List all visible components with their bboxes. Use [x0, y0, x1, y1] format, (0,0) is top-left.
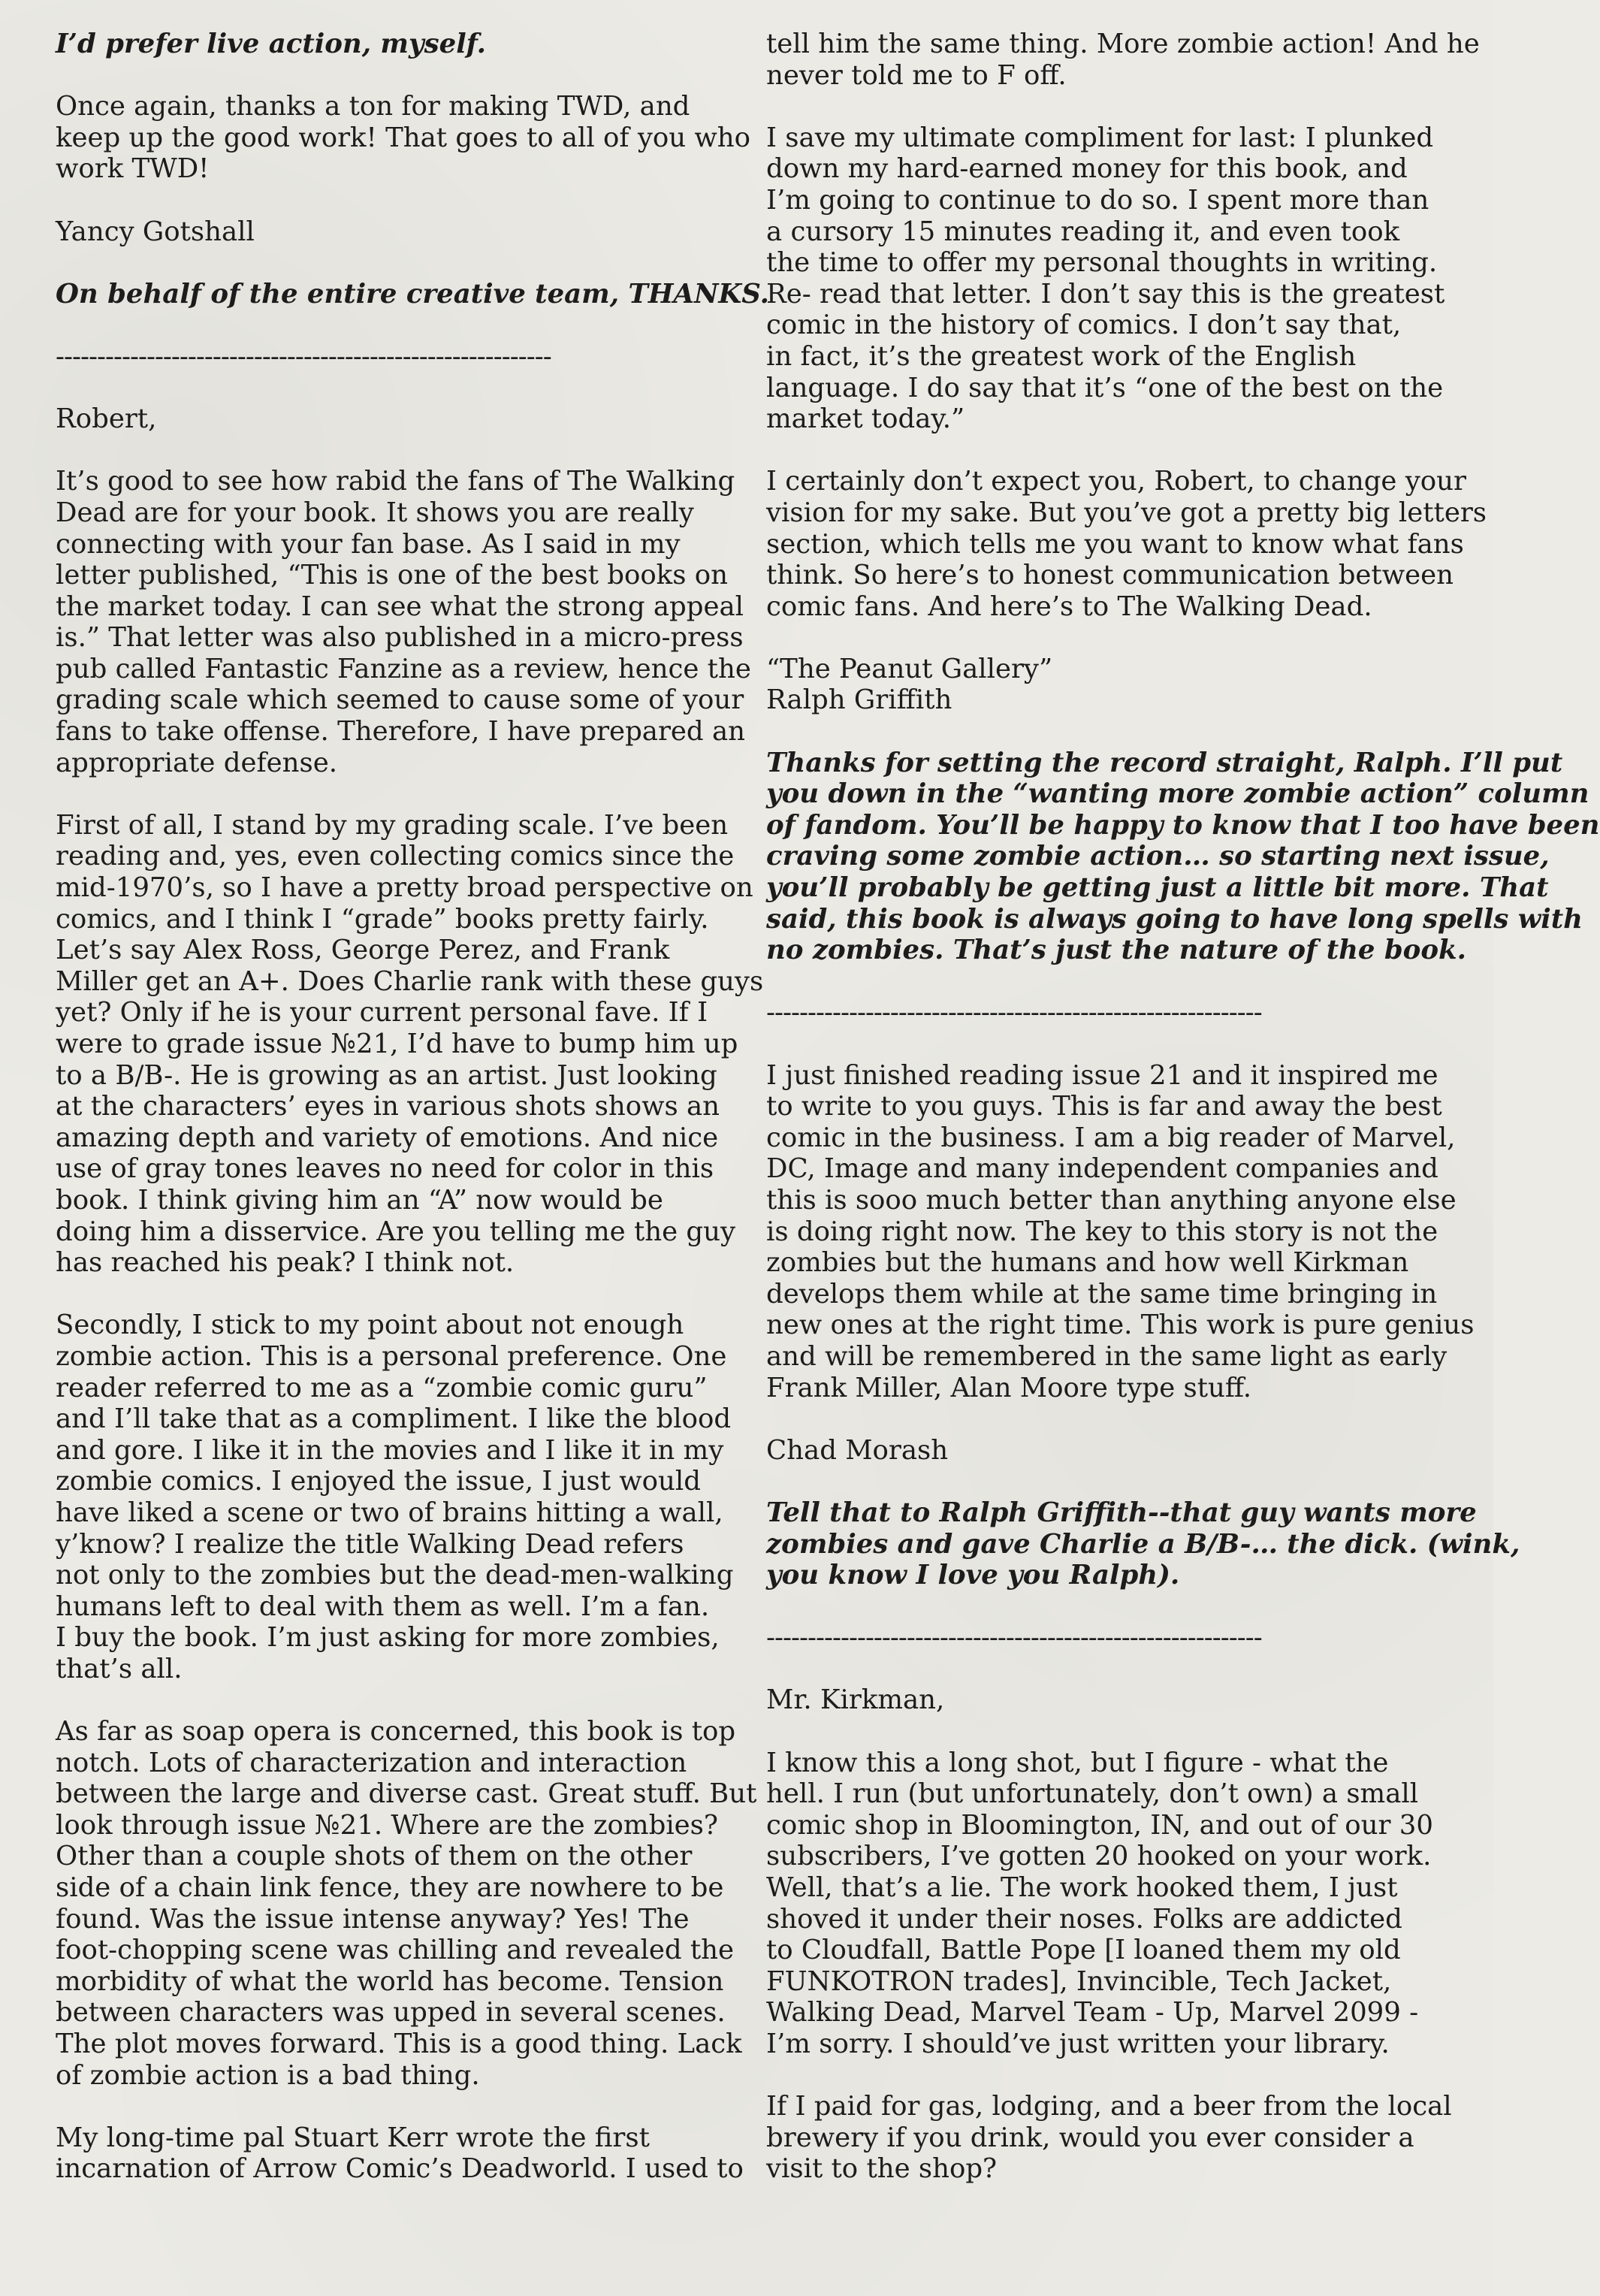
text-line: I save my ultimate compliment for last: I plunked: [766, 122, 1434, 153]
text-line: to a B/B-. He is growing as an artist. Just looking: [56, 1059, 717, 1091]
text-line: is doing right now. The key to this story is not the: [766, 1216, 1438, 1247]
text-line: Robert,: [56, 403, 157, 435]
text-line: of fandom. You’ll be happy to know that I too have been: [766, 809, 1600, 841]
text-line: Let’s say Alex Ross, George Perez, and Frank: [56, 935, 670, 966]
text-line: zombie comics. I enjoyed the issue, I just would: [56, 1466, 701, 1497]
divider-block: [56, 341, 732, 373]
text-line: section, which tells me you want to know what fans: [766, 528, 1464, 560]
divider-line: ------------------------------------------------------------: [766, 997, 1262, 1029]
text-line: Walking Dead, Marvel Team - Up, Marvel 2099 -: [766, 1997, 1419, 2029]
text-block: [56, 2122, 744, 2185]
text-line: I’m sorry. I should’ve just written your library.: [766, 2029, 1390, 2059]
text-line: Frank Miller, Alan Moore type stuff.: [766, 1372, 1252, 1403]
text-line: and gore. I like it in the movies and I like it in my: [56, 1434, 724, 1466]
reply-block: [766, 1497, 1520, 1591]
text-line: Chad Morash: [766, 1434, 949, 1466]
text-line: is.” That letter was also published in a micro-press: [56, 622, 744, 654]
text-line: grading scale which seemed to cause some of your: [56, 684, 744, 716]
text-line: As far as soap opera is concerned, this book is top: [56, 1716, 736, 1748]
text-line: incarnation of Arrow Comic’s Deadworld. I used to: [56, 2153, 744, 2185]
text-line: book. I think giving him an “A” now would be: [56, 1184, 663, 1216]
divider-block: [766, 1622, 1442, 1654]
text-line: comic shop in Bloomington, IN, and out of our 30: [766, 1809, 1433, 1841]
text-line: develops them while at the same time bringing in: [766, 1278, 1438, 1310]
text-block: [56, 809, 764, 1279]
text-line: doing him a disservice. Are you telling me the guy: [56, 1216, 736, 1247]
right-column: [766, 29, 1600, 2216]
text-line: y’know? I realize the title Walking Dead refers: [56, 1528, 684, 1560]
text-line: to Cloudfall, Battle Pope [I loaned them my old: [766, 1935, 1401, 1966]
text-line: comic in the history of comics. I don’t say that,: [766, 310, 1402, 341]
text-line: Tell that to Ralph Griffith--that guy wants more: [766, 1497, 1477, 1528]
text-line: Re- read that letter. I don’t say this is the greatest: [766, 278, 1445, 310]
text-line: visit to the shop?: [766, 2153, 998, 2185]
text-line: between characters was upped in several scenes.: [56, 1997, 726, 2029]
text-line: yet? Only if he is your current personal fave. If I: [56, 997, 708, 1029]
text-line: fans to take offense. Therefore, I have prepared an: [56, 716, 745, 748]
divider-line: ------------------------------------------------------------: [56, 340, 551, 372]
text-line: comic in the business. I am a big reader of Marvel,: [766, 1122, 1456, 1153]
divider-line: ------------------------------------------------------------: [766, 1622, 1262, 1654]
text-line: use of gray tones leaves no need for color in this: [56, 1153, 714, 1185]
text-block: [766, 466, 1487, 622]
text-block: [56, 91, 751, 185]
text-line: said, this book is always going to have long spells with: [766, 903, 1583, 935]
text-line: It’s good to see how rabid the fans of The Walking: [56, 466, 735, 497]
text-line: think. So here’s to honest communication between: [766, 560, 1454, 591]
reply-block: [766, 747, 1600, 966]
text-line: zombies and gave Charlie a B/B-… the dick. (wink,: [766, 1528, 1520, 1560]
text-line: down my hard-earned money for this book, and: [766, 153, 1408, 185]
text-block: [766, 1748, 1442, 2060]
text-line: you’ll probably be getting just a little bit more. That: [766, 872, 1549, 904]
text-line: subscribers, I’ve gotten 20 hooked on your work.: [766, 1841, 1432, 1872]
salutation-block: [56, 403, 732, 435]
text-line: amazing depth and variety of emotions. And nice: [56, 1122, 719, 1153]
text-line: comic fans. And here’s to The Walking Dead.: [766, 591, 1372, 622]
text-line: connecting with your fan base. As I said in my: [56, 528, 681, 560]
text-line: you know I love you Ralph).: [766, 1560, 1180, 1591]
text-line: not only to the zombies but the dead-men-walking: [56, 1560, 734, 1591]
left-column: [56, 29, 769, 2216]
text-line: reading and, yes, even collecting comics since the: [56, 841, 735, 872]
text-line: FUNKOTRON trades], Invincible, Tech Jacket,: [766, 1965, 1392, 1997]
divider-block: [766, 997, 1442, 1029]
text-line: First of all, I stand by my grading scale. I’ve been: [56, 809, 729, 841]
text-line: market today.”: [766, 403, 965, 435]
text-line: I buy the book. I’m just asking for more zombies,: [56, 1622, 720, 1654]
signature-block: [56, 216, 732, 248]
text-line: Dead are for your book. It shows you are really: [56, 497, 694, 528]
signature-block: [766, 654, 1442, 716]
signature-block: [766, 1435, 1442, 1467]
text-line: at the characters’ eyes in various shots shows an: [56, 1091, 720, 1122]
text-line: in fact, it’s the greatest work of the English: [766, 340, 1357, 372]
text-line: new ones at the right time. This work is pure genius: [766, 1310, 1475, 1341]
text-line: If I paid for gas, lodging, and a beer from the local: [766, 2091, 1452, 2122]
text-line: I just finished reading issue 21 and it inspired me: [766, 1059, 1438, 1091]
text-line: work TWD!: [56, 153, 210, 185]
text-line: side of a chain link fence, they are nowhere to be: [56, 1872, 724, 1904]
salutation-block: [766, 1684, 1442, 1716]
text-line: vision for my sake. But you’ve got a pretty big letters: [766, 497, 1487, 528]
text-block: [56, 466, 751, 778]
text-line: look through issue №21. Where are the zombies?: [56, 1809, 718, 1841]
text-line: mid-1970’s, so I have a pretty broad perspective on: [56, 872, 753, 904]
text-line: zombie action. This is a personal preference. One: [56, 1340, 727, 1372]
text-line: you down in the “wanting more zombie action” column: [766, 778, 1589, 810]
text-line: that’s all.: [56, 1653, 183, 1684]
text-line: this is sooo much better than anything anyone else: [766, 1184, 1457, 1216]
text-line: and will be remembered in the same light as early: [766, 1340, 1448, 1372]
text-line: I know this a long shot, but I figure - what the: [766, 1747, 1389, 1778]
text-line: language. I do say that it’s “one of the best on the: [766, 372, 1444, 403]
text-line: Yancy Gotshall: [56, 216, 255, 247]
text-line: the time to offer my personal thoughts in writing.: [766, 247, 1438, 279]
text-line: tell him the same thing. More zombie action! And he: [766, 29, 1480, 59]
text-line: pub called Fantastic Fanzine as a review, hence the: [56, 653, 751, 684]
text-line: I’d prefer live action, myself.: [56, 29, 487, 59]
text-line: On behalf of the entire creative team, THANKS.: [56, 278, 769, 310]
text-line: The plot moves forward. This is a good thing. Lack: [56, 2029, 742, 2059]
text-line: has reached his peak? I think not.: [56, 1247, 515, 1279]
text-line: between the large and diverse cast. Great stuff. But: [56, 1778, 757, 1810]
text-line: reader referred to me as a “zombie comic guru”: [56, 1372, 708, 1403]
text-line: Well, that’s a lie. The work hooked them, I just: [766, 1872, 1398, 1904]
text-line: craving some zombie action… so starting next issue,: [766, 841, 1550, 872]
text-line: Other than a couple shots of them on the other: [56, 1841, 693, 1872]
reply-block: [56, 29, 732, 60]
text-line: no zombies. That’s just the nature of the book.: [766, 935, 1466, 966]
text-line: My long-time pal Stuart Kerr wrote the first: [56, 2122, 650, 2153]
text-line: zombies but the humans and how well Kirkman: [766, 1247, 1409, 1279]
text-line: a cursory 15 minutes reading it, and even took: [766, 216, 1400, 247]
text-line: the market today. I can see what the strong appeal: [56, 591, 744, 622]
text-line: foot-chopping scene was chilling and revealed the: [56, 1935, 735, 1966]
text-line: keep up the good work! That goes to all of you who: [56, 122, 751, 153]
text-line: notch. Lots of characterization and interaction: [56, 1747, 687, 1778]
text-line: appropriate defense.: [56, 747, 337, 778]
text-line: Secondly, I stick to my point about not enough: [56, 1310, 684, 1341]
text-line: humans left to deal with them as well. I’m a fan.: [56, 1591, 710, 1622]
reply-block: [56, 278, 769, 310]
text-line: I’m going to continue to do so. I spent more than: [766, 184, 1429, 216]
text-line: letter published, “This is one of the best books on: [56, 560, 728, 591]
text-block: [56, 1716, 757, 2091]
text-line: have liked a scene or two of brains hitting a wall,: [56, 1497, 723, 1528]
text-line: and I’ll take that as a compliment. I like the blood: [56, 1403, 732, 1435]
text-line: Miller get an A+. Does Charlie rank with these guys: [56, 965, 764, 997]
text-line: comics, and I think I “grade” books pretty fairly.: [56, 903, 709, 935]
text-line: Mr. Kirkman,: [766, 1684, 945, 1716]
text-line: Thanks for setting the record straight, Ralph. I’ll put: [766, 747, 1563, 778]
text-line: Once again, thanks a ton for making TWD, and: [56, 91, 690, 122]
text-block: [56, 1310, 732, 1684]
text-line: hell. I run (but unfortunately, don’t own) a small: [766, 1778, 1419, 1810]
text-line: never told me to F off.: [766, 59, 1067, 91]
text-line: found. Was the issue intense anyway? Yes! The: [56, 1903, 690, 1935]
text-block: [766, 2091, 1452, 2185]
text-line: shoved it under their noses. Folks are addicted: [766, 1903, 1402, 1935]
text-block: [766, 122, 1445, 435]
text-line: brewery if you drink, would you ever consider a: [766, 2122, 1414, 2153]
text-line: I certainly don’t expect you, Robert, to change your: [766, 466, 1466, 497]
text-block: [766, 29, 1480, 91]
text-line: morbidity of what the world has become. Tension: [56, 1965, 724, 1997]
text-block: [766, 1059, 1475, 1404]
text-line: “The Peanut Gallery”: [766, 653, 1053, 684]
text-line: of zombie action is a bad thing.: [56, 2059, 480, 2091]
text-line: Ralph Griffith: [766, 684, 952, 716]
text-line: DC, Image and many independent companies and: [766, 1153, 1438, 1185]
text-line: to write to you guys. This is far and away the best: [766, 1091, 1442, 1122]
text-line: were to grade issue №21, I’d have to bump him up: [56, 1029, 738, 1059]
